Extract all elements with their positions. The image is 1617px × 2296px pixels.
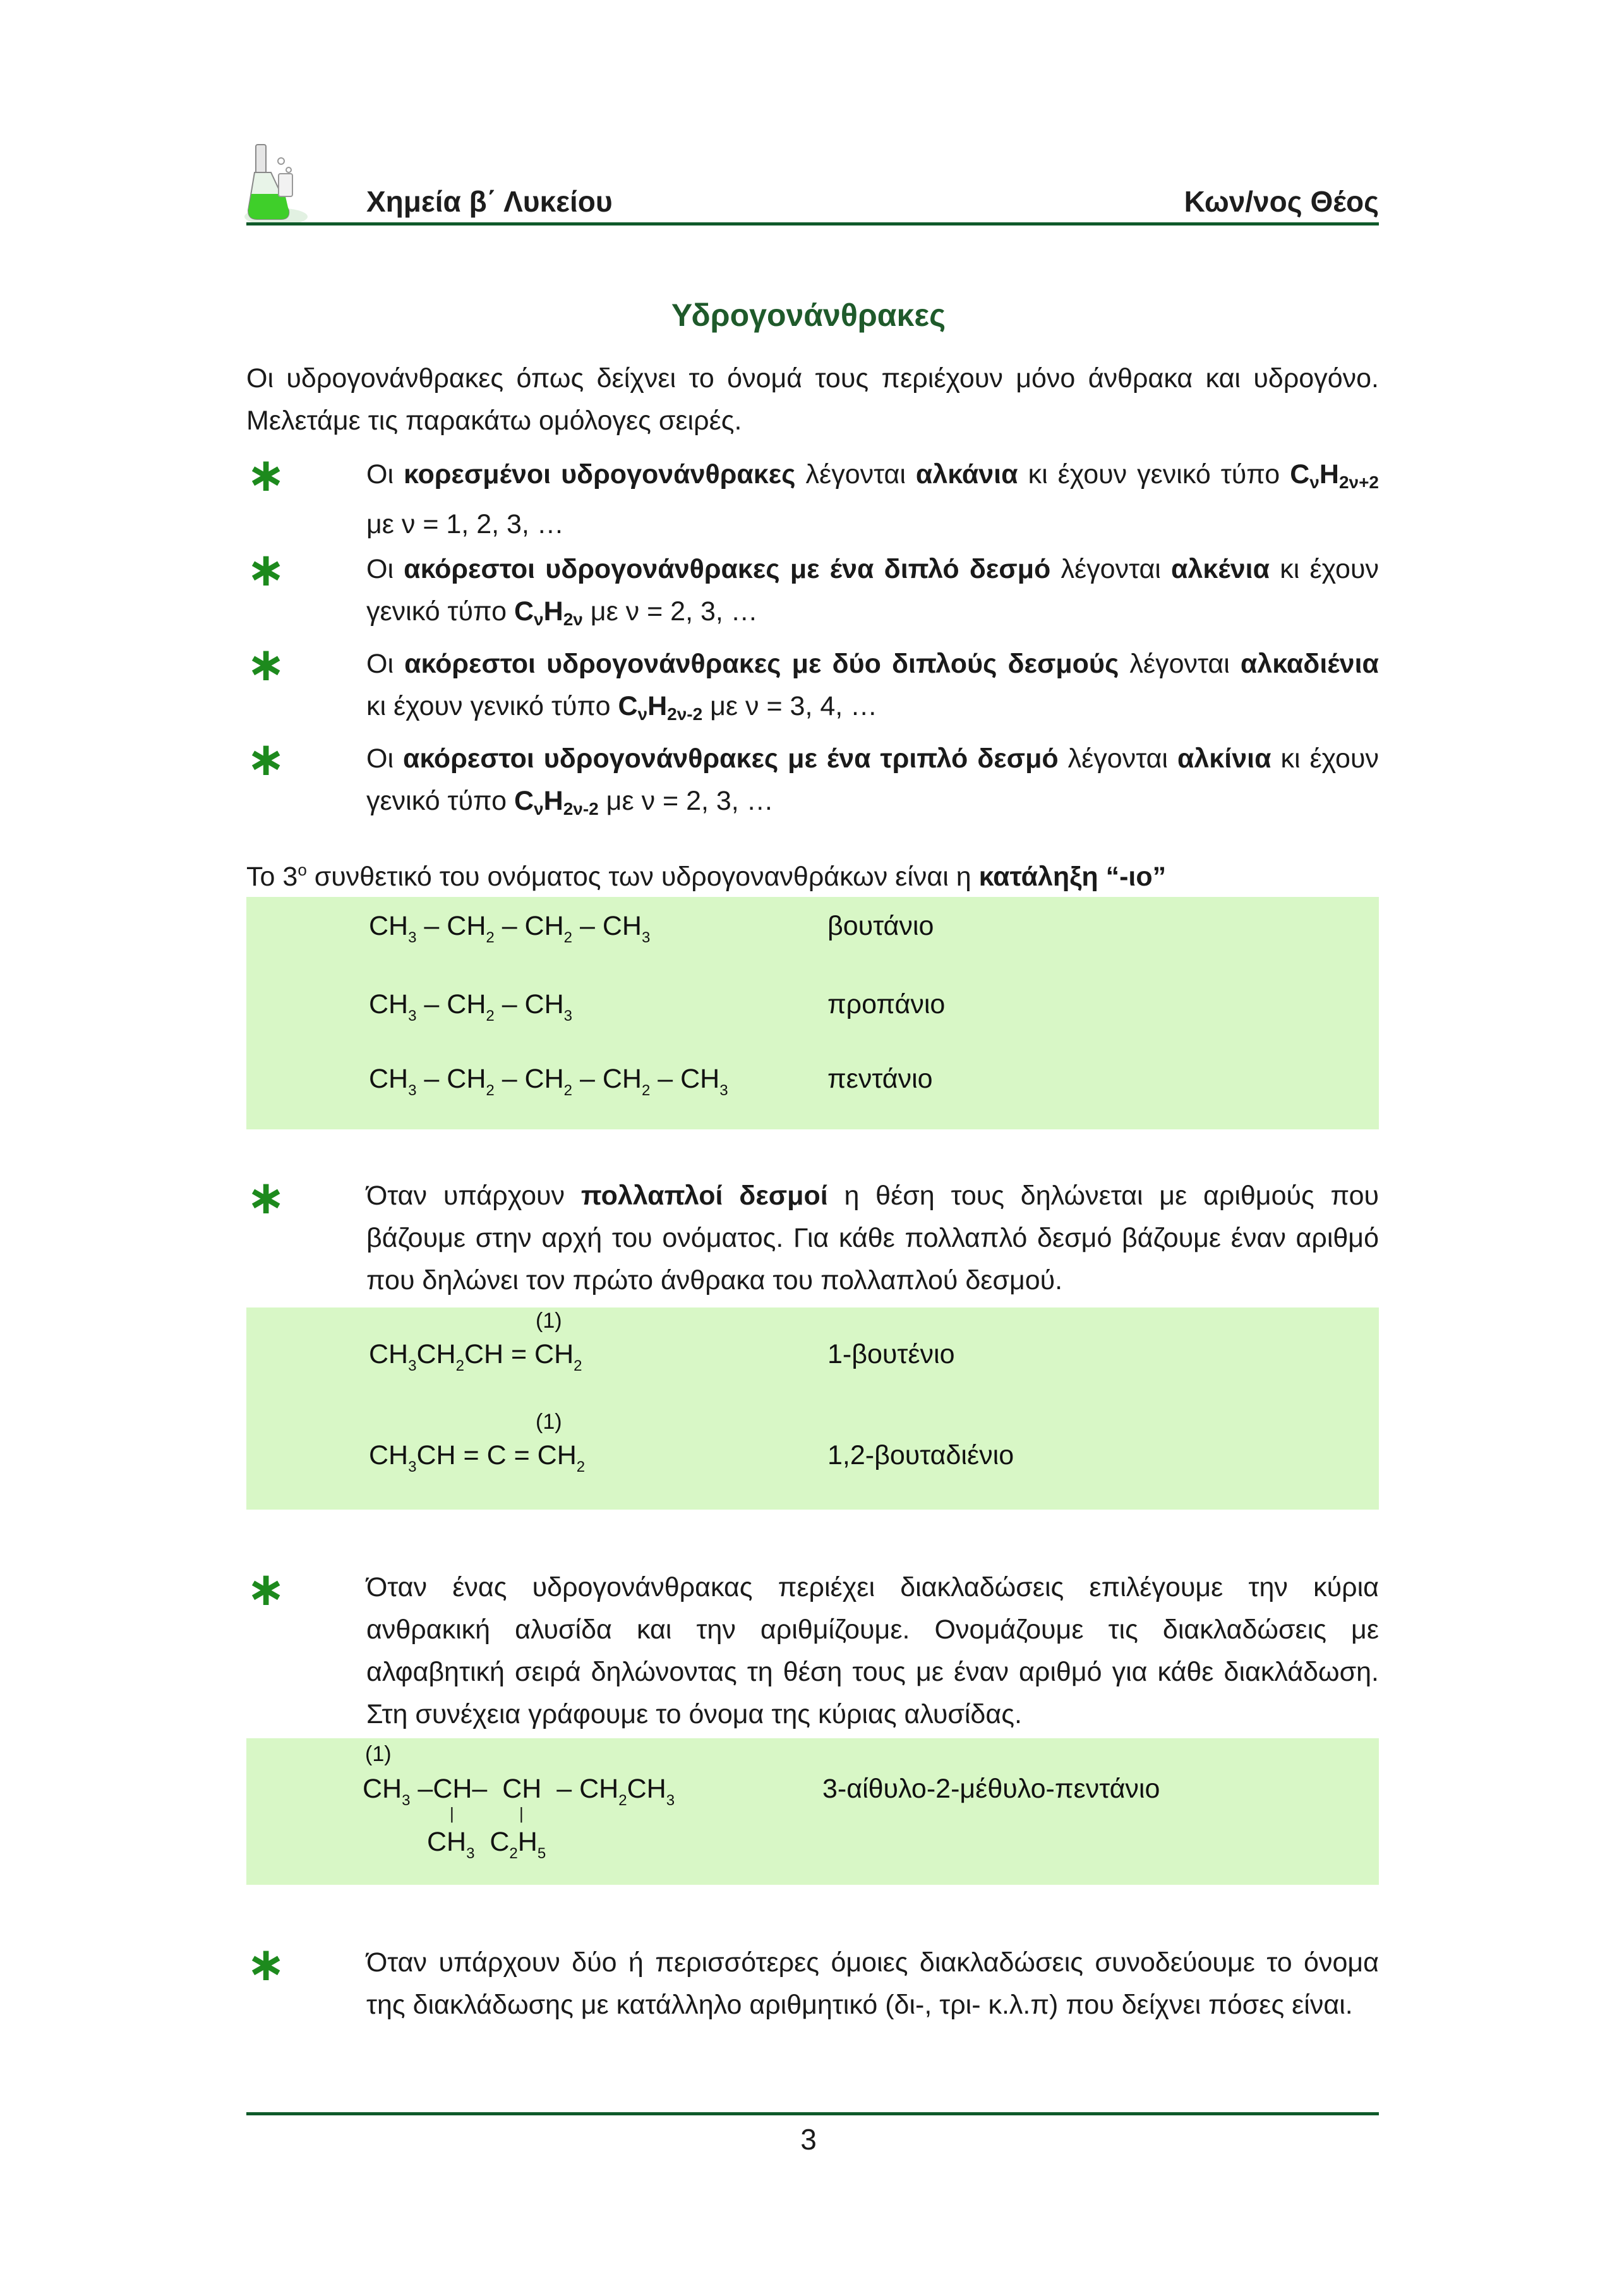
alkane-examples-box (246, 897, 1379, 1129)
asterisk-bullet-icon: ∗ (246, 448, 286, 501)
flask-logo-icon (243, 142, 313, 231)
pentane-name: πεντάνιο (827, 1064, 933, 1094)
numbering-tag: (1) (536, 1410, 562, 1434)
header-author: Κων/νος Θέος (1184, 185, 1379, 218)
branch-bond-2: | (519, 1804, 524, 1823)
asterisk-bullet-icon: ∗ (246, 638, 286, 690)
branch-bond-1: | (450, 1804, 454, 1823)
header-subject: Χημεία β΄ Λυκείου (366, 185, 613, 218)
butane-name: βουτάνιο (827, 911, 934, 941)
propane-name: προπάνιο (827, 989, 946, 1019)
bullet-alkynes: Οι ακόρεστοι υδρογονάνθρακες με ένα τριπλό δεσμό λέγονται αλκίνια κι έχουν γενικό τύπο $C_\nu H_{2\nu-2}$ με ν = 2, 3, … (366, 743, 1379, 819)
header-divider (246, 222, 1379, 225)
butadiene-formula: $CH_3CH = C = CH_2$ (369, 1440, 586, 1476)
bullet-alkanes: Οι κορεσμένοι υδρογονάνθρακες λέγονται αλκάνια κι έχουν γενικό τύπο $C_\nu H_{2\nu+2}$ με ν = 1, 2, 3, … (366, 459, 1380, 539)
bullet-alkadienes: Οι ακόρεστοι υδρογονάνθρακες με δύο διπλούς δεσμούς λέγονται αλκαδιένια κι έχουν γενικό τύπο $C_\nu H_{2\nu-2}$ με ν = 3, 4, … (366, 649, 1379, 724)
intro-paragraph: Οι υδρογονάνθρακες όπως δείχνει το όνομά τους περιέχουν μόνο άνθρακα και υδρογόνο. Μελετάμε τις παρακάτω ομόλογες σειρές. (246, 363, 1379, 436)
numbering-tag: (1) (365, 1742, 392, 1766)
branched-name: 3-αίθυλο-2-μέθυλο-πεντάνιο (822, 1774, 1160, 1804)
page-number: 3 (800, 2123, 817, 2156)
butane-formula: $CH_3 - CH_2 - CH_2 - CH_3$ (369, 911, 651, 946)
asterisk-bullet-icon: ∗ (246, 543, 286, 596)
butene-formula: $CH_3CH_2CH = CH_2$ (369, 1339, 582, 1374)
branched-main-chain-formula: $CH_3$ –CH– CH – $CH_2CH_3$ (363, 1774, 675, 1809)
propane-formula: $CH_3 - CH_2 - CH_3$ (369, 989, 573, 1025)
butadiene-name: 1,2-βουταδιένιο (827, 1440, 1014, 1470)
same-branches-paragraph: Όταν υπάρχουν δύο ή περισσότερες όμοιες διακλαδώσεις συνοδεύουμε το όνομα της διακλάδωσης με κατάλληλο αριθμητικό (δι-, τρι- κ.λ.π) που δείχνει πόσες είναι. (366, 1947, 1379, 2020)
unsaturated-examples-box (246, 1307, 1379, 1510)
pentane-formula: $CH_3 - CH_2 - CH_2 - CH_2 - CH_3$ (369, 1064, 728, 1099)
butene-name: 1-βουτένιο (827, 1339, 955, 1369)
ending-rule-paragraph: Το $3^o$ συνθετικό του ονόματος των υδρογονανθράκων είναι η κατάληξη “-ιο” (246, 860, 1167, 892)
asterisk-bullet-icon: ∗ (246, 1938, 286, 1990)
numbering-tag: (1) (536, 1309, 562, 1333)
page-title: Υδρογονάνθρακες (671, 298, 946, 333)
bullet-alkenes: Οι ακόρεστοι υδρογονάνθρακες με ένα διπλό δεσμό λέγονται αλκένια κι έχουν γενικό τύπο $C_\nu H_{2\nu}$ με ν = 2, 3, … (366, 554, 1379, 629)
branching-paragraph: Όταν ένας υδρογονάνθρακας περιέχει διακλαδώσεις επιλέγουμε την κύρια ανθρακική αλυσίδα και την αριθμίζουμε. Ονομάζουμε τις διακλαδώσεις με αλφαβητική σειρά δηλώνοντας τη θέση τους με έναν αριθμό για κάθε διακλάδωση. Στη συνέχεια γράφουμε το όνομα της κύριας αλυσίδας. (366, 1572, 1379, 1729)
multiple-bonds-paragraph: Όταν υπάρχουν πολλαπλοί δεσμοί η θέση τους δηλώνεται με αριθμούς που βάζουμε στην αρχή του ονόματος. Για κάθε πολλαπλό δεσμό βάζουμε έναν αριθμό που δηλώνει τον πρώτο άνθρακα του πολλαπλού δεσμού. (366, 1181, 1380, 1295)
footer-divider (246, 2112, 1379, 2115)
asterisk-bullet-icon: ∗ (246, 733, 286, 785)
asterisk-bullet-icon: ∗ (246, 1171, 286, 1223)
branched-example-box (246, 1738, 1379, 1885)
asterisk-bullet-icon: ∗ (246, 1563, 286, 1615)
branch-substituents-formula: $CH_3$ $C_2H_5$ (427, 1827, 546, 1862)
